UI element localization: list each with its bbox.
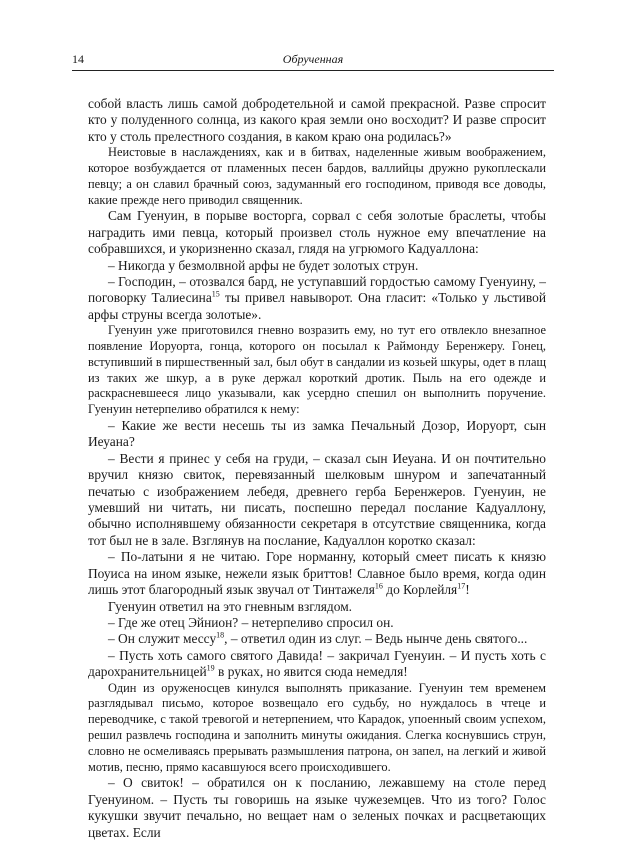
paragraph-text: – Никогда у безмолвной арфы не будет золотых струн. xyxy=(108,257,419,273)
paragraph-text: Гуенуин уже приготовился гневно возразить ему, но тут его отвлекло внезапное появление Иоруорта, гонца, которого он посылал к Раймонду Беренжеру. Гонец, вступивший в пиршественный зал, был обут в сандалии из козьей шкуры, одет в плащ из таких же шкур, а в руке держал короткий дротик. Пыль на его одежде и раскрасневшееся лицо указывали, как усердно спешил он выполнить поручение. Гуенуин нетерпеливо обратился к нему: xyxy=(88,323,546,417)
paragraph-text: – Какие же вести несешь ты из замка Печальный Дозор, Иоруорт, сын Иеуана? xyxy=(88,418,546,450)
paragraph-text: в руках, но явится сюда немедля! xyxy=(214,664,408,680)
paragraph-text: Неистовые в наслаждениях, как и в битвах, наделенные живым воображением, которое возбуждается от пламенных песен бардов, валлийцы дружно рукоплескали певцу; а он славил брачный союз, задуманный его господином, приводя все доводы, какие прежде него приводил священник. xyxy=(88,145,546,207)
paragraph-text: – Вести я принес у себя на груди, – сказал сын Иеуана. И он почтительно вручил князю свиток, перевязанный шелковым шнуром и запечатанный печатью с изображением лебедя, древнего герба Беренжеров. Гуенуин, не умевший ни читать, ни писать, поспешно передал послание Кадуаллону, обычно исполнявшему обязанности секретаря в отсутствие священника, когда тот был не в зале. Взглянув на послание, Кадуаллон коротко сказал: xyxy=(88,450,546,548)
paragraph-text: собой власть лишь самой добродетельной и самой прекрасной. Разве спросит кто у полуденного солнца, из какого края земли оно восходит? И разве спросит кто у столь прелестного создания, в каком краю она родилась?» xyxy=(88,96,546,144)
page-header xyxy=(72,50,554,71)
paragraph xyxy=(88,418,546,451)
footnote-ref: 16 xyxy=(374,581,383,591)
paragraph-text: ! xyxy=(465,582,470,598)
paragraph xyxy=(88,681,546,776)
paragraph-text: Один из оруженосцев кинулся выполнять приказание. Гуенуин тем временем разглядывал письмо, которое возвещало его судьбу, но нуждалось в чтеце и переводчике, с такой тревогой и нетерпением, что Карадок, упоенный своим успехом, решил развлечь господина и заполнить минуты ожидания. Слегка коснувшись струн, словно не осмеливаясь прерывать размышления патрона, он запел, на легкий и живой мотив, песню, прямо касавшуюся всего происходившего. xyxy=(88,680,546,774)
paragraph xyxy=(88,615,546,631)
paragraph-text: – Господин, – отозвался бард, не уступавший гордостью самому Гуенуину, – поговорку Талиесина xyxy=(88,274,546,306)
paragraph xyxy=(88,145,546,208)
paragraph xyxy=(88,96,546,145)
running-title: Обрученная xyxy=(282,52,344,66)
footnote-ref: 18 xyxy=(216,630,225,640)
paragraph xyxy=(88,258,546,274)
footnote-ref: 17 xyxy=(457,581,466,591)
paragraph xyxy=(88,648,546,681)
paragraph xyxy=(88,631,546,647)
footnote-ref: 15 xyxy=(211,289,220,299)
page-number: 14 xyxy=(72,52,84,66)
paragraph xyxy=(88,451,546,549)
paragraph xyxy=(88,599,546,615)
paragraph xyxy=(88,323,546,418)
paragraph xyxy=(88,775,546,841)
paragraph-text: – Он служит мессу xyxy=(108,631,217,647)
paragraph xyxy=(88,274,546,323)
paragraph-text: до Корлейля xyxy=(382,582,458,598)
body-text xyxy=(88,96,546,841)
paragraph-text: , – ответил один из слуг. – Ведь нынче день святого... xyxy=(224,631,528,647)
paragraph-text: ты привел навыворот. Она гласит: «Только у льстивой арфы струны всегда золотые». xyxy=(88,290,546,322)
footnote-ref: 19 xyxy=(206,663,215,673)
paragraph-text: – Пусть хоть самого святого Давида! – закричал Гуенуин. – И пусть хоть с дарохранительницей xyxy=(88,647,546,680)
paragraph-text: – По-латыни я не читаю. Горе норманну, который смеет писать к князю Поуиса на ином языке, нежели язык бриттов! Славное было время, когда один лишь этот благородный язык звучал от Тинтажеля xyxy=(88,549,546,598)
paragraph-text: – Где же отец Эйнион? – нетерпеливо спросил он. xyxy=(108,614,394,630)
paragraph-text: – О свиток! – обратился он к посланию, лежавшему на столе перед Гуенуином. – Пусть ты говоришь на языке чужеземцев. Что из того? Голос кукушки звучит печально, но вещает нам о зеленых почках и расцветающих цветах. Если xyxy=(88,775,546,840)
paragraph-text: Гуенуин ответил на это гневным взглядом. xyxy=(108,598,353,614)
paragraph-text: Сам Гуенуин, в порыве восторга, сорвал с себя золотые браслеты, чтобы наградить ими певца, который произвел столь нужное ему впечатление на собравшихся, и укоризненно сказал, глядя на угрюмого Кадуаллона: xyxy=(88,208,546,257)
paragraph xyxy=(88,208,546,257)
paragraph xyxy=(88,549,546,598)
